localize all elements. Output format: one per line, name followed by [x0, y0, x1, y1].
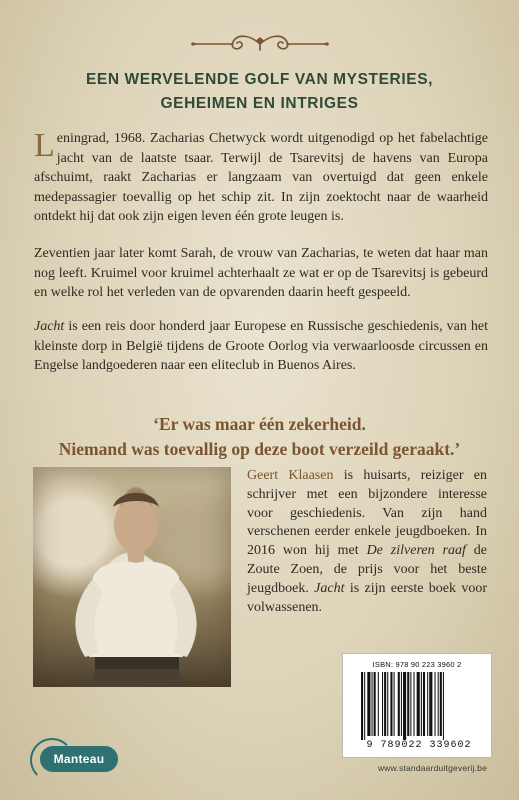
barcode-number: 9 789022 339602	[366, 740, 472, 751]
pull-quote	[0, 412, 519, 462]
blurb-paragraph-3	[34, 317, 488, 376]
book-title-italic: Jacht	[314, 580, 345, 596]
publisher-name: Manteau	[53, 752, 105, 766]
book-title-italic: Jacht	[34, 319, 65, 334]
author-silhouette-icon	[33, 467, 231, 687]
barcode	[342, 653, 492, 758]
award-book-title: De zilveren raaf	[366, 543, 466, 559]
pull-quote-line-2: Niemand was toevallig op deze boot verzeild geraakt.’	[58, 439, 461, 459]
headline-line-1: EEN WERVELENDE GOLF VAN MYSTERIES,	[85, 71, 434, 88]
author-bio-text: de Zoute Zoen, de prijs voor het beste jeugdboek.	[247, 543, 487, 596]
publisher-website: www.standaarduitgeverij.be	[377, 763, 487, 773]
headline-line-2: GEHEIMEN EN INTRIGES	[160, 95, 359, 112]
author-bio-text: is zijn eerste boek voor volwassenen.	[247, 580, 487, 615]
barcode-bars-icon	[361, 672, 473, 740]
decorative-flourish-icon	[189, 32, 331, 56]
isbn-label: ISBN: 978 90 223 3960 2	[372, 660, 462, 669]
blurb-paragraph-1-text: eningrad, 1968. Zacharias Chetwyck wordt uitgenodigd op het fabelachtige jacht van de laatste tsaar. Terwijl de Tsarevitsj de havens van Europa afschuimt, raakt Zacharias er langzaam van overtuigd dat geen enkele medepassagier toevallig op het schip zit. In zijn zoektocht naar de waarheid ontdekt hij dat ook zijn eigen leven één grote leugen is.	[34, 131, 488, 224]
author-bio-text: is huisarts, reiziger en schrijver met een bijzondere interesse voor geschiedenis. Van zijn hand verschenen eerder enkele jeugdboeken. In 2016 won hij met	[247, 468, 487, 559]
blurb-paragraph-1	[34, 129, 488, 227]
author-bio	[247, 467, 487, 617]
pull-quote-line-1: ‘Er was maar één zekerheid.	[153, 414, 366, 434]
author-photo	[33, 467, 231, 687]
blurb-paragraph-3-text: is een reis door honderd jaar Europese en Russische geschiedenis, van het kleinste dorp in België tijdens de Groote Oorlog via verwaarloosde circussen en Engelse landgoederen naar een eliteclub in Buenos Aires.	[34, 319, 488, 373]
publisher-logo	[40, 746, 118, 772]
headline	[0, 68, 519, 116]
swirl-icon	[30, 738, 74, 782]
drop-cap: L	[34, 127, 55, 164]
blurb-paragraph-2: Zeventien jaar later komt Sarah, de vrouw van Zacharias, te weten dat haar man nog leeft. Kruimel voor kruimel achterhaalt ze wat er op de Tsarevitsj is gebeurd en welke rol het verleden van de opvarenden daarin heeft gespeeld.	[34, 246, 488, 300]
author-name: Geert Klaasen	[247, 468, 334, 483]
